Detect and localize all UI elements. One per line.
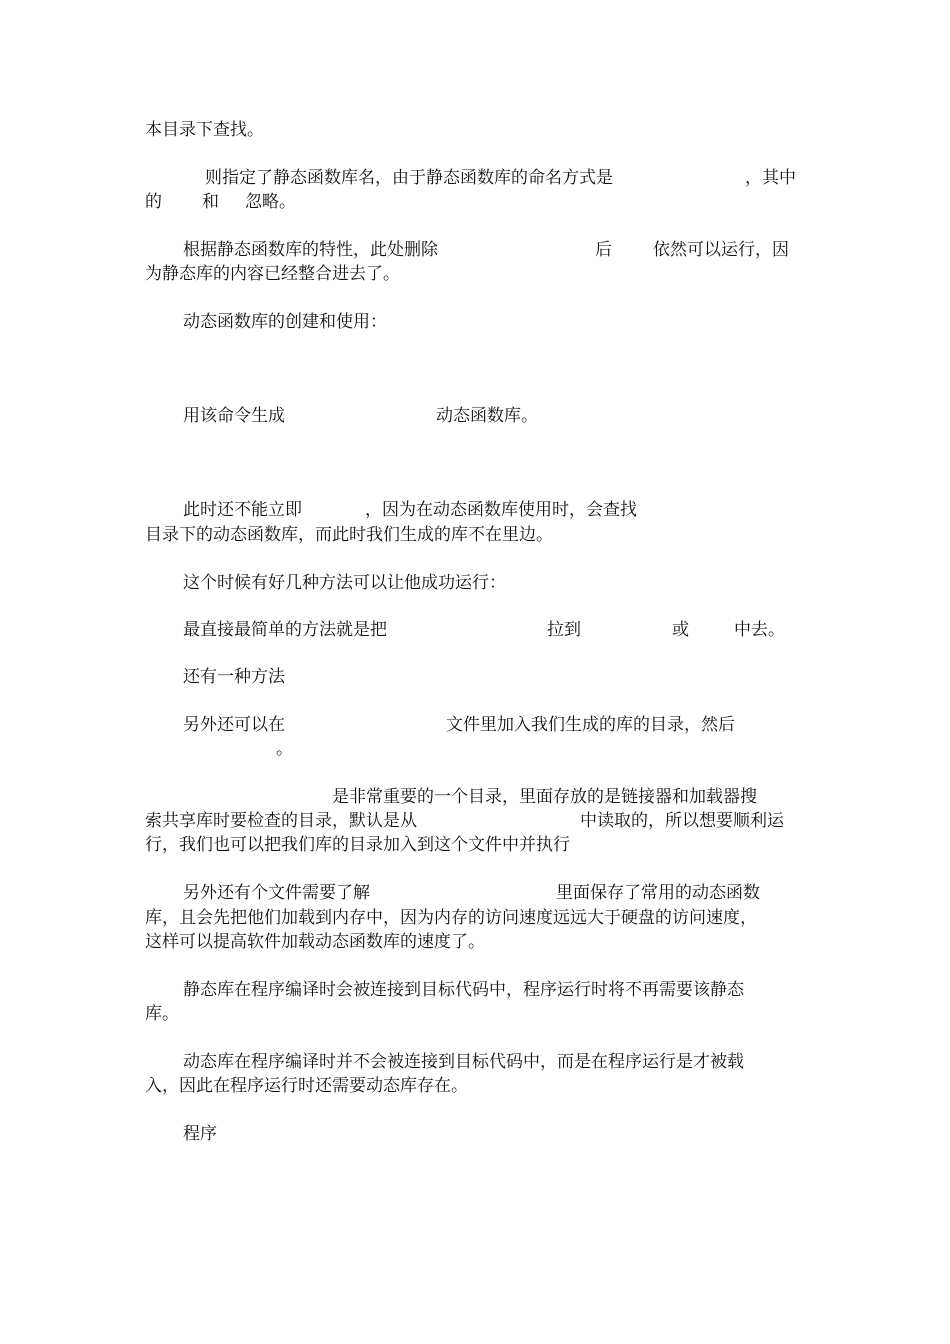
text-line: 中去。 (734, 620, 785, 640)
text-line: 行，我们也可以把我们库的目录加入到这个文件中并执行 (145, 835, 570, 855)
text-line: 拉到 (547, 620, 581, 640)
text-line: 动态函数库。 (436, 406, 538, 426)
text-line: 忽略。 (245, 192, 296, 212)
text-line: 动态库在程序编译时并不会被连接到目标代码中，而是在程序运行是才被载 (183, 1052, 744, 1072)
text-line: 则指定了静态函数库名，由于静态函数库的命名方式是 (205, 168, 613, 188)
text-line: 入，因此在程序运行时还需要动态库存在。 (145, 1076, 468, 1096)
text-line: 此时还不能立即 (183, 500, 302, 520)
text-line: 动态函数库的创建和使用： (183, 312, 387, 332)
text-line: 后 (595, 240, 612, 260)
text-line: ，因为在动态函数库使用时，会查找 (365, 500, 637, 520)
text-line: 库。 (145, 1004, 179, 1024)
text-line: 还有一种方法 (183, 667, 285, 687)
text-line: 文件里加入我们生成的库的目录，然后 (446, 715, 735, 735)
text-line: 。 (276, 739, 293, 759)
text-line: 这个时候有好几种方法可以让他成功运行： (183, 573, 506, 593)
text-line: 程序 (183, 1124, 217, 1144)
text-line: 根据静态函数库的特性，此处删除 (183, 240, 438, 260)
text-line: 中读取的，所以想要顺利运 (580, 811, 784, 831)
text-line: 最直接最简单的方法就是把 (183, 620, 387, 640)
text-line: 为静态库的内容已经整合进去了。 (145, 264, 400, 284)
text-line: ，其中 (745, 168, 796, 188)
text-line: 索共享库时要检查的目录，默认是从 (145, 811, 417, 831)
text-line: 库，且会先把他们加载到内存中，因为内存的访问速度远远大于硬盘的访问速度， (145, 908, 757, 928)
text-line: 这样可以提高软件加载动态函数库的速度了。 (145, 932, 485, 952)
text-line: 是非常重要的一个目录，里面存放的是链接器和加载器搜 (332, 787, 757, 807)
text-line: 或 (672, 620, 689, 640)
text-line: 目录下的动态函数库，而此时我们生成的库不在里边。 (145, 525, 553, 545)
text-line: 本目录下查找。 (145, 120, 264, 140)
text-line: 和 (202, 192, 219, 212)
text-line: 另外还可以在 (183, 715, 285, 735)
text-line: 依然可以运行，因 (653, 240, 789, 260)
text-line: 的 (145, 192, 162, 212)
text-line: 另外还有个文件需要了解 (183, 883, 370, 903)
text-line: 里面保存了常用的动态函数 (556, 883, 760, 903)
text-line: 静态库在程序编译时会被连接到目标代码中，程序运行时将不再需要该静态 (183, 980, 744, 1000)
text-line: 用该命令生成 (183, 406, 285, 426)
